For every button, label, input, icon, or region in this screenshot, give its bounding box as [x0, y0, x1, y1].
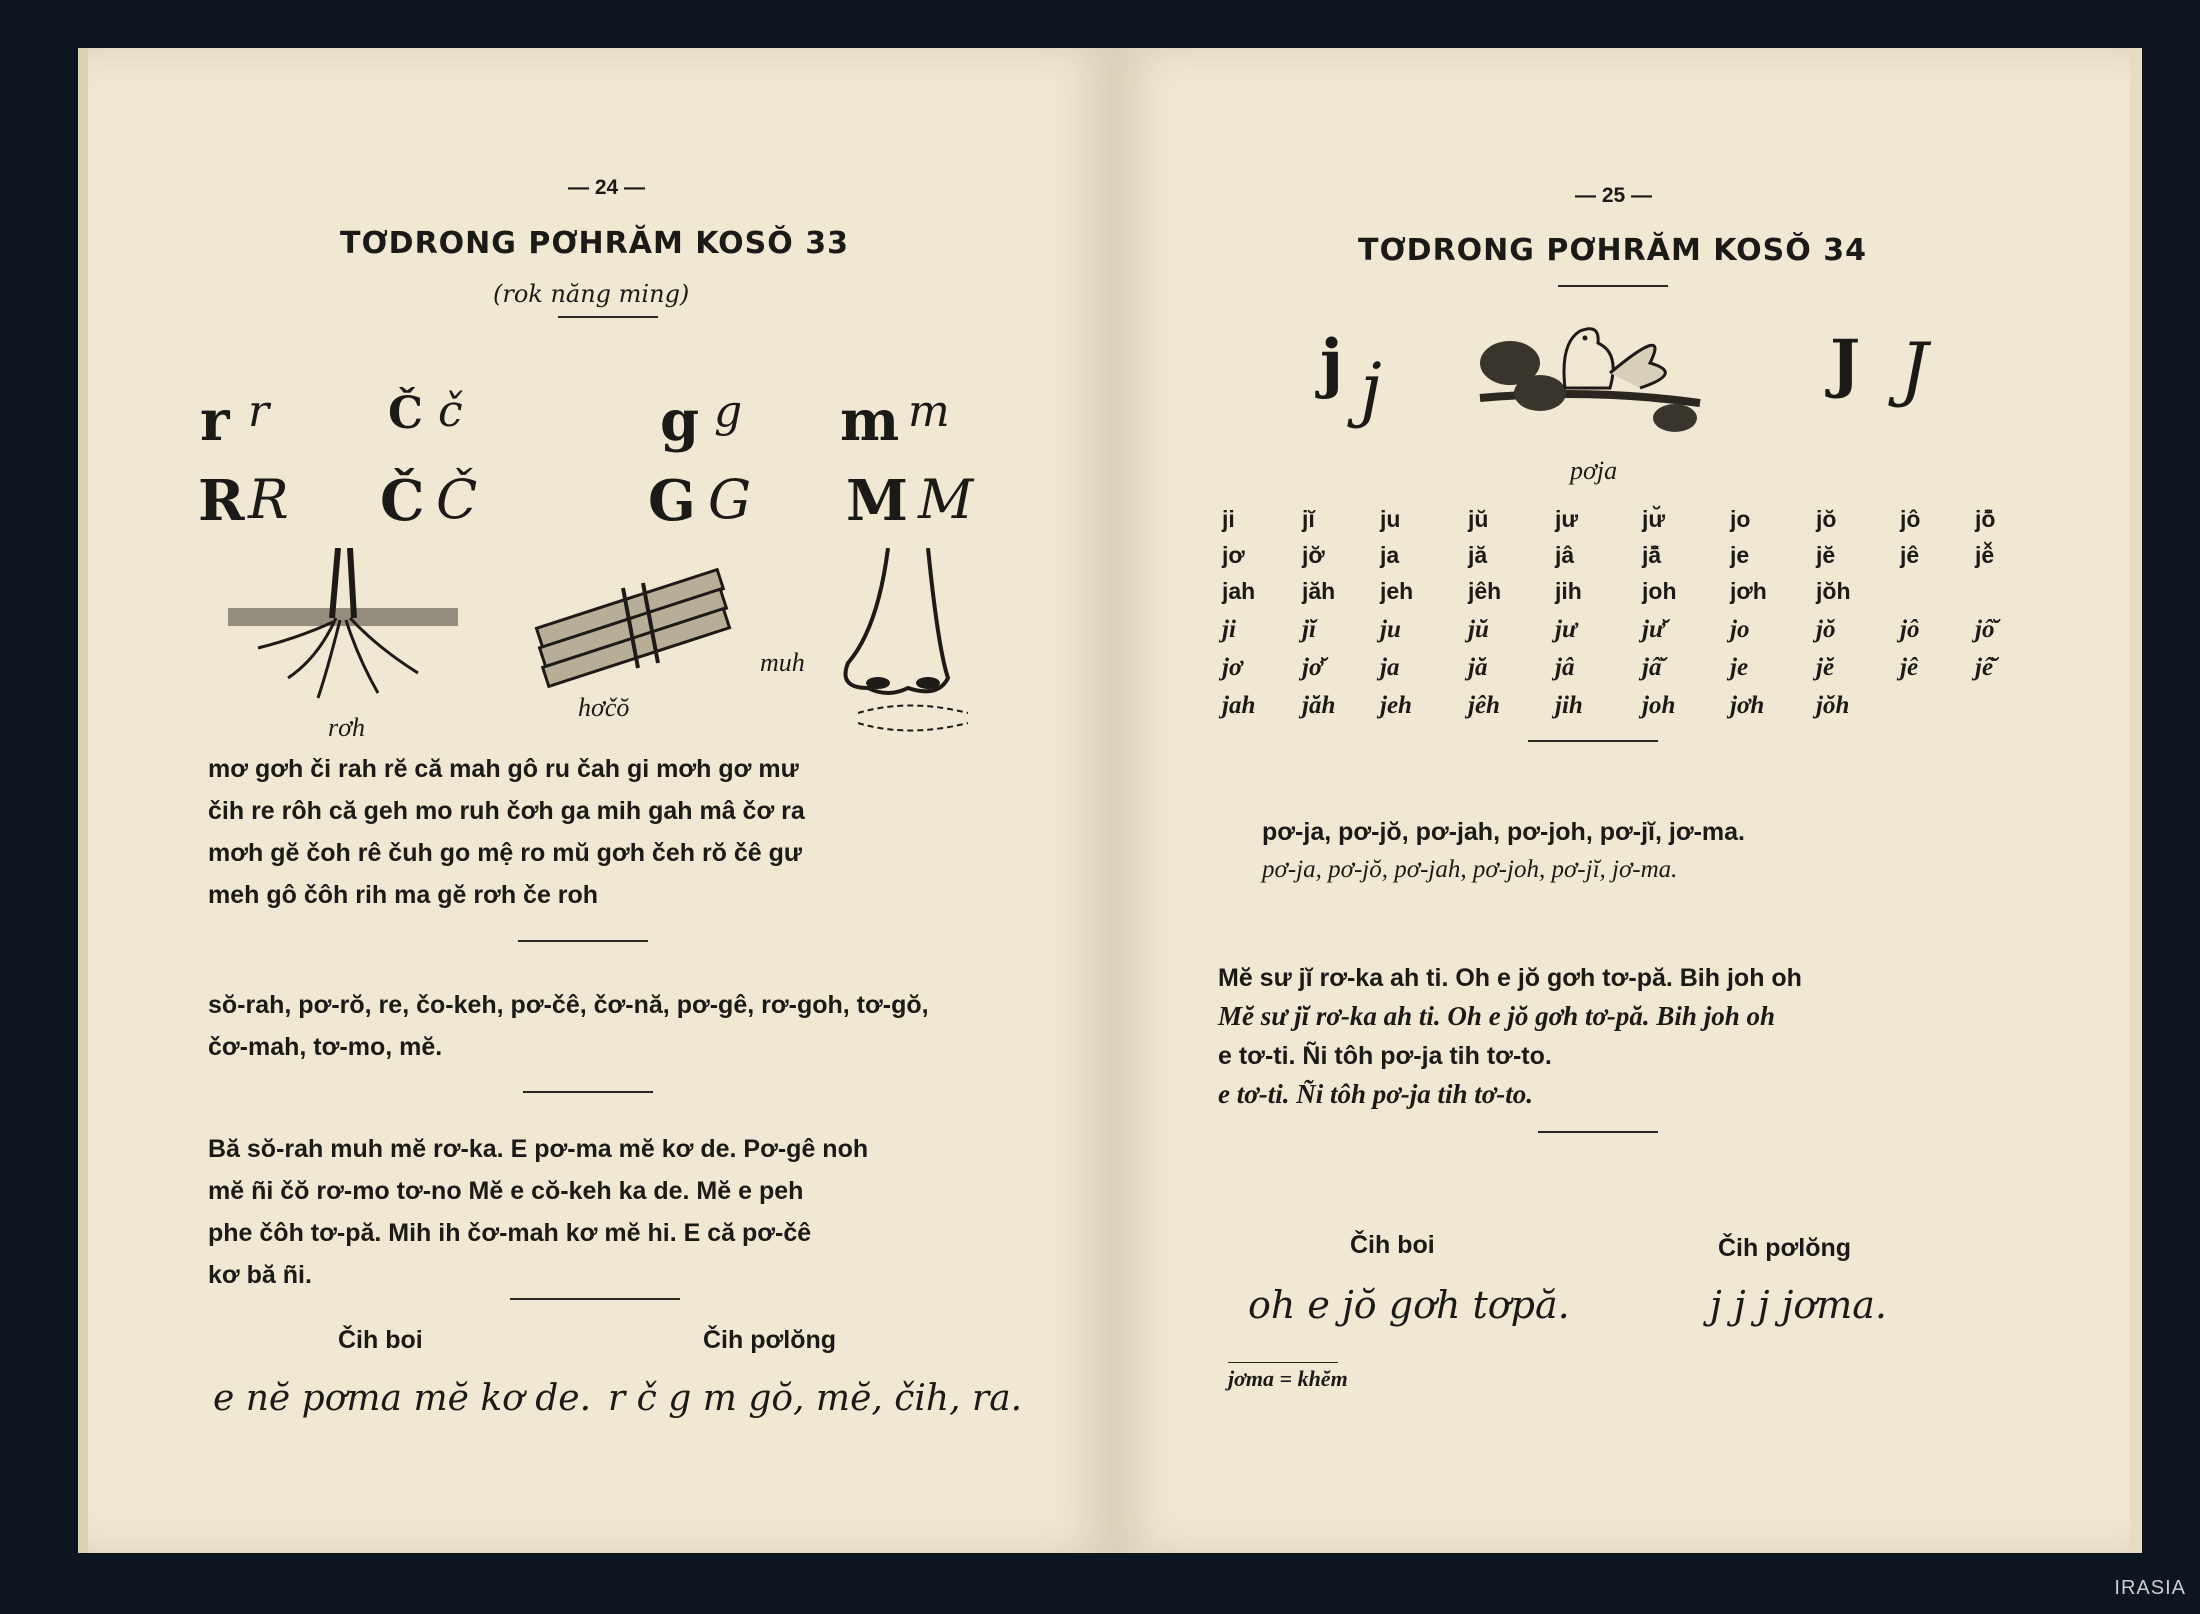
syllable-italic: jâ	[1555, 654, 1575, 681]
nose-caption: muh	[760, 648, 805, 677]
word-line-bold: pơ-ja, pơ-jŏ, pơ-jah, pơ-joh, pơ-jĭ, jơ-ma.	[1262, 818, 1745, 846]
letter-J-script: J	[1900, 328, 1929, 410]
syllable: ji	[1222, 506, 1235, 532]
syllable-italic: jŏh	[1816, 692, 1850, 719]
letter-c-script: č	[438, 386, 463, 437]
copy-left-text: oh e jŏ gơh tơpă.	[1248, 1283, 1570, 1327]
letter-G-script: G	[708, 468, 752, 531]
syllable-italic: jô	[1900, 616, 1920, 643]
picture-caption: pơja	[1570, 456, 1618, 485]
sticks-caption: hơčŏ	[578, 693, 630, 722]
right-page	[1110, 48, 2142, 1553]
page-number: — 24 —	[568, 176, 646, 199]
syllable: jâ	[1555, 542, 1575, 568]
sentence-line: Bă sŏ-rah muh mĕ rơ-ka. E pơ-ma mĕ kơ de. Pơ-gê noh	[208, 1135, 869, 1163]
copy-left-heading: Čih boi	[338, 1326, 423, 1354]
letter-c-print: Č	[388, 388, 424, 439]
syllable-italic: jê̆	[1975, 654, 1994, 681]
syllable-italic: jeh	[1380, 692, 1412, 719]
sentence-line: mĕ ñi čŏ rơ-mo tơ-no Mĕ e cŏ-keh ka de. Mĕ e peh	[208, 1177, 804, 1205]
watermark: IRASIA	[2114, 1577, 2186, 1599]
syllable-italic: je	[1730, 654, 1749, 681]
syllable: jô	[1900, 506, 1921, 532]
syllable-italic: joh	[1642, 692, 1676, 719]
roots-caption: rơh	[328, 713, 365, 742]
sticks-bundle-illustration	[528, 558, 748, 688]
syllable-italic: jah	[1222, 692, 1256, 719]
copy-left-text: e nĕ pơma mĕ kơ de.	[213, 1378, 592, 1419]
footnote: jơma = khĕm	[1228, 1366, 1348, 1391]
letter-R-script: R	[248, 468, 289, 531]
divider	[1538, 1131, 1658, 1133]
copy-right-text: r č g m gŏ, mĕ, čih, ra.	[608, 1378, 1023, 1419]
syllable: jŭ	[1468, 506, 1489, 532]
syllable-italic: jo	[1730, 616, 1750, 643]
letter-C-script: Č	[436, 468, 478, 531]
syllable-italic: jơ	[1222, 654, 1243, 681]
letter-m-print: m	[840, 388, 900, 454]
syllable: jeh	[1380, 578, 1414, 604]
footnote-rule	[1228, 1362, 1338, 1363]
letter-r-print: r	[200, 388, 230, 454]
letter-C-print: Č	[380, 468, 425, 534]
syllable: jêh	[1468, 578, 1502, 604]
syllable-italic: jâ̆	[1642, 654, 1662, 681]
syllable: jô̆	[1975, 506, 1996, 532]
squirrel-on-branch-illustration	[1470, 303, 1710, 443]
copy-right-heading: Čih pơlŏng	[703, 1326, 837, 1354]
copy-right-text: j j j jơma.	[1710, 1283, 1888, 1327]
reading-line: čih re rôh că geh mo ruh čơh ga mih gah mâ čơ ra	[208, 797, 805, 825]
syllable-italic: jư	[1555, 616, 1577, 643]
sentence-italic: e tơ-ti. Ñi tôh pơ-ja tih tơ-to.	[1218, 1079, 1533, 1109]
copy-right-heading: Čih pơlŏng	[1718, 1234, 1852, 1262]
syllable: jih	[1555, 578, 1582, 604]
syllable: jĕ	[1816, 542, 1836, 568]
lesson-title: TƠDRONG PƠHRĂM KOSŎ 34	[1358, 233, 1867, 268]
word-line: čơ-mah, tơ-mo, mĕ.	[208, 1033, 443, 1061]
syllable-italic: jŭ	[1468, 616, 1489, 643]
letter-J-print: J	[1830, 326, 1861, 401]
syllable-italic: jăh	[1302, 692, 1336, 719]
lesson-subtitle: (rok năng ming)	[493, 280, 690, 308]
letter-j-script: j	[1360, 348, 1382, 430]
syllable-italic: ji	[1222, 616, 1236, 643]
syllable: jơh	[1730, 578, 1767, 604]
syllable: jâ̆	[1642, 542, 1662, 568]
syllable: jơ̆	[1302, 542, 1325, 568]
nose-illustration	[828, 548, 988, 743]
reading-line: mơh gĕ čoh rê čuh go mệ ro mŭ gơh čeh rŏ čê gư	[208, 839, 803, 867]
sentence-bold: e tơ-ti. Ñi tôh pơ-ja tih tơ-to.	[1218, 1042, 1552, 1070]
letter-g-script: g	[714, 386, 743, 437]
syllable: jư̆	[1642, 506, 1666, 532]
reading-line: mơ gơh či rah rĕ că mah gô ru čah gi mơh gơ mư	[208, 755, 799, 783]
divider	[558, 316, 658, 318]
syllable-italic: ja	[1380, 654, 1400, 681]
syllable: jŏ	[1816, 506, 1837, 532]
syllable: jă	[1468, 542, 1488, 568]
letter-G-print: G	[648, 468, 696, 534]
syllable: jo	[1730, 506, 1751, 532]
letter-j-print: j	[1320, 326, 1344, 401]
syllable-italic: jê	[1900, 654, 1919, 681]
sentence-bold: Mĕ sư jĭ rơ-ka ah ti. Oh e jŏ gơh tơ-pă. Bih joh oh	[1218, 964, 1802, 992]
syllable: joh	[1642, 578, 1677, 604]
syllable: jê	[1900, 542, 1920, 568]
syllable-italic: jĕ	[1816, 654, 1835, 681]
syllable-italic: jư̆	[1642, 616, 1664, 643]
lesson-title: TƠDRONG PƠHRĂM KOSŎ 33	[340, 226, 849, 261]
sentence-italic: Mĕ sư jĭ rơ-ka ah ti. Oh e jŏ gơh tơ-pă. Bih joh oh	[1218, 1001, 1775, 1031]
syllable-italic: ju	[1380, 616, 1401, 643]
syllable: jơ	[1222, 542, 1245, 568]
letter-r-script: r	[248, 386, 270, 437]
syllable: jư	[1555, 506, 1579, 532]
syllable: ju	[1380, 506, 1401, 532]
syllable-italic: jô̆	[1975, 616, 1995, 643]
syllable: ja	[1380, 542, 1400, 568]
syllable: jăh	[1302, 578, 1336, 604]
syllable: jah	[1222, 578, 1256, 604]
syllable: je	[1730, 542, 1750, 568]
letter-M-print: M	[846, 468, 908, 534]
syllable-italic: jơh	[1730, 692, 1765, 719]
divider	[1558, 285, 1668, 287]
syllable-italic: jĭ	[1302, 616, 1316, 643]
letter-m-script: m	[908, 386, 950, 437]
letter-R-print: R	[198, 468, 245, 534]
syllable: jê̆	[1975, 542, 1995, 568]
divider	[518, 940, 648, 942]
sentence-line: kơ bă ñi.	[208, 1261, 312, 1289]
divider	[510, 1298, 680, 1300]
syllable-italic: jêh	[1468, 692, 1500, 719]
left-page	[78, 48, 1118, 1553]
copy-left-heading: Čih boi	[1350, 1231, 1435, 1259]
syllable-italic: jơ̆	[1302, 654, 1323, 681]
roots-illustration	[228, 548, 458, 708]
reading-line: meh gô čôh rih ma gĕ rơh če roh	[208, 881, 599, 909]
syllable-italic: jih	[1555, 692, 1583, 719]
divider	[523, 1091, 653, 1093]
syllable: jĭ	[1302, 506, 1315, 532]
divider	[1528, 740, 1658, 742]
letter-g-print: g	[660, 388, 700, 454]
syllable: jŏh	[1816, 578, 1851, 604]
letter-M-script: M	[918, 468, 974, 531]
sentence-line: phe čôh tơ-pă. Mih ih čơ-mah kơ mĕ hi. E că pơ-čê	[208, 1219, 812, 1247]
syllable-italic: jă	[1468, 654, 1488, 681]
word-line-italic: pơ-ja, pơ-jŏ, pơ-jah, pơ-joh, pơ-jĭ, jơ-ma.	[1262, 856, 1678, 883]
page-number: — 25 —	[1575, 184, 1653, 207]
syllable-italic: jŏ	[1816, 616, 1836, 643]
word-line: sŏ-rah, pơ-rŏ, re, čo-keh, pơ-čê, čơ-nă, pơ-gê, rơ-goh, tơ-gŏ,	[208, 991, 929, 1019]
